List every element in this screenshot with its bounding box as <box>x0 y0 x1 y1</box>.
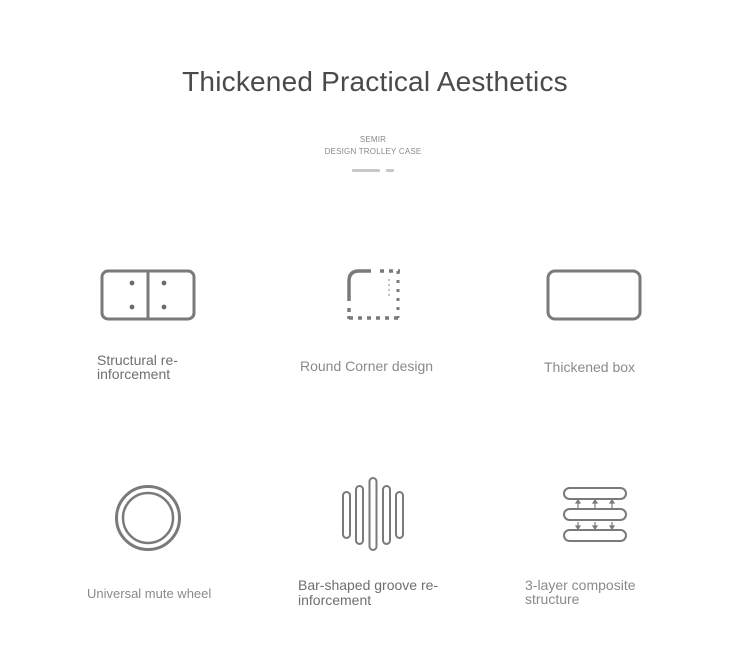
brand-subtitle: DESIGN TROLLEY CASE <box>324 147 422 156</box>
brand-name: SEMIR <box>359 135 387 144</box>
feature-label: inforcement <box>97 366 171 382</box>
page-title: Thickened Practical Aesthetics <box>182 66 568 97</box>
structural-reinforcement-icon <box>100 269 196 321</box>
feature-label: Bar-shaped groove re- <box>298 577 439 593</box>
feature-label: inforcement <box>298 592 372 608</box>
thickened-box-icon <box>546 269 642 321</box>
three-layer-icon <box>561 486 629 544</box>
feature-label: Universal mute wheel <box>87 586 212 601</box>
feature-label: Round Corner design <box>300 358 434 374</box>
divider-long <box>352 169 380 172</box>
divider-short <box>386 169 394 172</box>
mute-wheel-icon <box>114 484 182 552</box>
feature-label: Thickened box <box>544 359 636 375</box>
feature-label: 3-layer composite <box>525 577 636 593</box>
bar-groove-icon <box>340 476 406 552</box>
round-corner-icon <box>344 267 402 323</box>
feature-label: Structural re- <box>97 352 178 368</box>
feature-label: structure <box>525 591 580 607</box>
